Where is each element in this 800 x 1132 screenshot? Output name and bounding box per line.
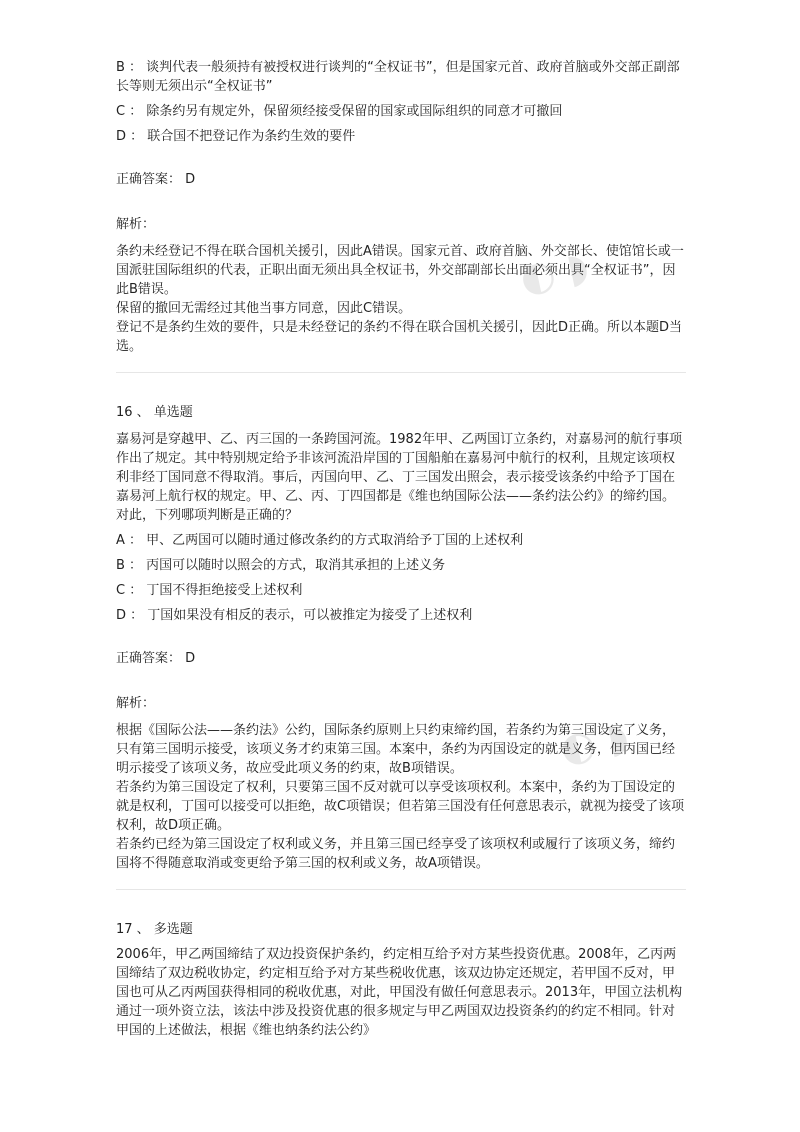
analysis-paragraph: 条约未经登记不得在联合国机关援引，因此A错误。国家元首、政府首脑、外交部长、使馆馆长或一国派驻国际组织的代表，正职出面无须出具全权证书，外交部副部长出面必须出具“全权证书”，因此B错误。 [116, 244, 684, 297]
option-d: D ： 丁国如果没有相反的表示，可以被推定为接受了上述权利 [116, 608, 473, 623]
question-header: 17 、 多选题 [116, 922, 193, 937]
analysis-label: 解析： [116, 696, 156, 711]
analysis-paragraph: 若条约为第三国设定了权利，只要第三国不反对就可以享受该项权利。本案中，条约为丁国设定的就是权利，丁国可以接受可以拒绝，故C项错误；但若第三国没有任何意思表示，就视为接受了该项权利，故D项正确。 [116, 780, 685, 833]
analysis-label: 解析： [116, 217, 156, 232]
content-column [116, 58, 686, 1040]
option-a: A ： 甲、乙两国可以随时通过修改条约的方式取消给予丁国的上述权利 [116, 533, 524, 548]
watermark-logo-icon: ◐ ◗ [515, 243, 593, 303]
option-b: B ： 丙国可以随时以照会的方式，取消其承担的上述义务 [116, 558, 446, 573]
watermark-logo-icon: ◐ ◗ [555, 713, 633, 773]
analysis-paragraph: 根据《国际公法——条约法》公约，国际条约原则上只约束缔约国，若条约为第三国设定了义务，只有第三国明示接受，该项义务才约束第三国。本案中，条约为丙国设定的就是义务，但丙国已经明示接受了该项义务，故应受此项义务的约束，故B项错误。 [116, 723, 676, 776]
question-divider [116, 889, 686, 890]
question-stem: 嘉易河是穿越甲、乙、丙三国的一条跨国河流。1982年甲、乙两国订立条约，对嘉易河的航行事项作出了规定。其中特别规定给予非该河流沿岸国的丁国船舶在嘉易河中航行的权利，且规定该项权利非经丁国同意不得取消。事后，丙国向甲、乙、丁三国发出照会，表示接受该条约中给予丁国在嘉易河上航行权的规定。甲、乙、丙、丁四国都是《维也纳国际公法——条约法公约》的缔约国。对此，下列哪项判断是正确的？ [116, 432, 683, 523]
option-b: B ： 谈判代表一般须持有被授权进行谈判的“全权证书”，但是国家元首、政府首脑或外交部正副部长等则无须出示“全权证书” [116, 60, 680, 94]
option-d: D ： 联合国不把登记作为条约生效的要件 [116, 129, 356, 144]
option-c: C ： 丁国不得拒绝接受上述权利 [116, 583, 303, 598]
analysis-paragraph: 保留的撤回无需经过其他当事方同意，因此C错误。 [116, 301, 412, 316]
question-header: 16 、 单选题 [116, 405, 193, 420]
correct-answer: 正确答案： D [116, 651, 196, 666]
option-c: C ： 除条约另有规定外，保留须经接受保留的国家或国际组织的同意才可撤回 [116, 104, 563, 119]
question-divider [116, 372, 686, 373]
analysis-paragraph: 若条约已经为第三国设定了权利或义务，并且第三国已经享受了该项权利或履行了该项义务，缔约国将不得随意取消或变更给予第三国的权利或义务，故A项错误。 [116, 837, 676, 871]
question-stem: 2006年，甲乙两国缔结了双边投资保护条约，约定相互给予对方某些投资优惠。2008年，乙丙两国缔结了双边税收协定，约定相互给予对方某些税收优惠，该双边协定还规定，若甲国不反对，甲国也可从乙丙两国获得相同的税收优惠，对此，甲国没有做任何意思表示。2013年，甲国立法机构通过一项外资立法，该法中涉及投资优惠的很多规定与甲乙两国双边投资条约的约定不相同。针对甲国的上述做法，根据《维也纳条约法公约》 [116, 947, 683, 1038]
analysis-paragraph: 登记不是条约生效的要件，只是未经登记的条约不得在联合国机关援引，因此D正确。所以本题D当选。 [116, 320, 683, 354]
correct-answer: 正确答案： D [116, 172, 196, 187]
